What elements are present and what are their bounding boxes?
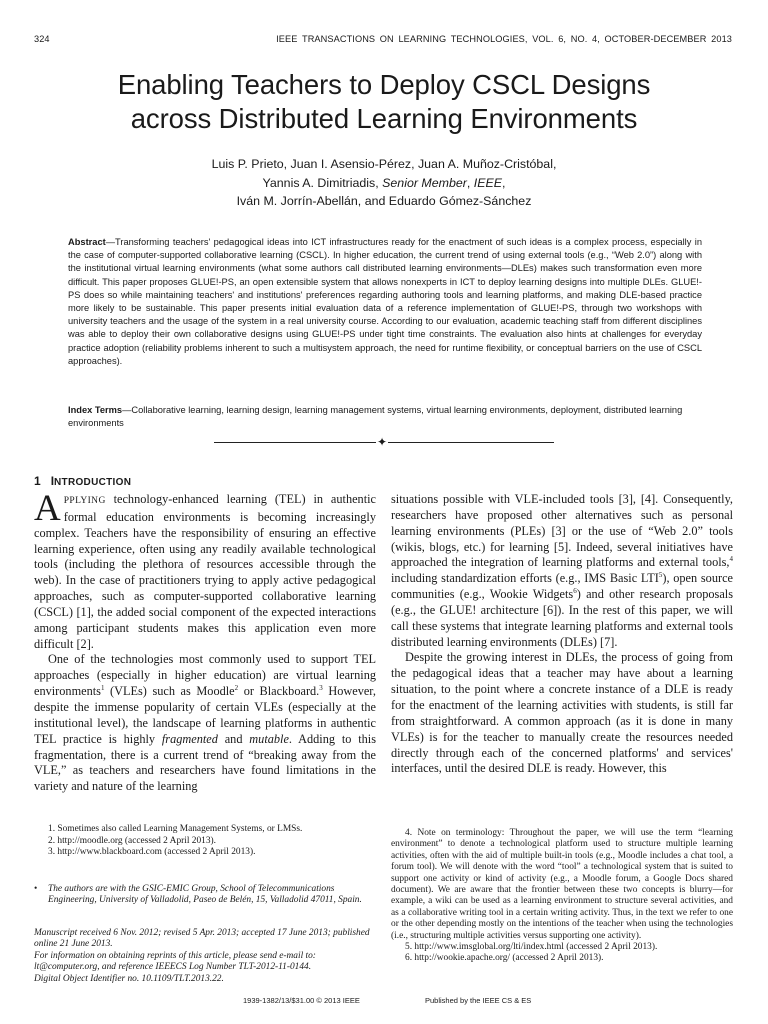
section-title-rest: NTRODUCTION	[54, 477, 132, 488]
footnotes-right	[391, 828, 733, 965]
paragraph	[391, 492, 733, 650]
copyright-footer: 1939-1382/13/$31.00 © 2013 IEEE	[243, 996, 360, 1005]
manuscript-dates: Manuscript received 6 Nov. 2012; revised 5 Apr. 2013; accepted 17 June 2013; published online 21 June 2013.	[34, 928, 370, 950]
manuscript-info	[34, 928, 376, 985]
index-terms-label: Index Terms	[68, 405, 123, 415]
body-column-right	[391, 492, 733, 777]
drop-cap: A	[34, 488, 61, 529]
footnote: 5. http://www.imsglobal.org/lti/index.html (accessed 2 April 2013).	[405, 942, 658, 953]
footnote: 3. http://www.blackboard.com (accessed 2 April 2013).	[48, 847, 256, 858]
affiliation-text: The authors are with the GSIC-EMIC Group, School of Telecommunications Engineering, University of Valladolid, Paseo de Belén, 15, Valladolid 47011, Spain.	[48, 884, 362, 906]
paragraph	[34, 652, 376, 795]
bullet-icon: •	[34, 884, 38, 894]
member-grade: Senior Member	[382, 175, 467, 190]
authors-line-1: Luis P. Prieto, Juan I. Asensio-Pérez, Juan A. Muñoz-Cristóbal,	[211, 157, 557, 171]
doi-line: Digital Object Identifier no. 10.1109/TLT.2013.22.	[34, 973, 224, 984]
paragraph-text: However, despite the immense popularity of certain VLEs (especially at the institutional level), the landscape of learning platforms in authentic TEL practice is highly	[34, 684, 376, 746]
footnote: 4. Note on terminology: Throughout the paper, we will use the term “learning environment” to denote a technological platform used to structure multiple learning activities, often with the aid of multiple built-in tools (e.g., Moodle includes a chat tool, a forum tool). We will denote with the word “tool” a technological system that is suited to support one activity or kind of activity (e.g., a Moodle forum, a Google Docs shared document). We are aware that the frontier between these two concepts is blurry—for example, a wiki can be used as a learning environment to structure several activities, and as a collaborative writing tool in a certain writing activity. Thus, in the text we refer to one or the other depending mostly on the intentions of the teacher when using the technologies (i.e., structuring multiple activities versus supporting one activity).	[391, 828, 733, 941]
abstract-label: Abstract	[68, 237, 106, 247]
index-terms-text: —Collaborative learning, learning design, learning management systems, virtual learning environments, deployment, distributed learning environments	[68, 405, 683, 429]
paragraph-text: situations possible with VLE-included tools [3], [4]. Consequently, researchers have proposed other alternatives such as personal learning environments (PLEs) [3] or the use of “Web 2.0” tools (wikis, blogs, etc.) for learning [5]. Indeed, several initiatives have approached the integration of learning platforms and external tools,	[391, 492, 733, 570]
paragraph-text: . Adding to this fragmentation, there is a current trend of “breaking away from the VLE,” as teachers and researchers have found limitations in the variety and nature of the learning	[34, 731, 376, 794]
section-heading	[34, 474, 131, 488]
footnote-ref: 1	[100, 684, 105, 693]
footnote-ref: 6	[573, 586, 577, 595]
paragraph	[34, 488, 376, 652]
abstract	[68, 236, 702, 368]
section-initial: I	[50, 474, 55, 488]
footnote-ref: 3	[319, 684, 323, 693]
abstract-text: —Transforming teachers' pedagogical ideas into ICT infrastructures ready for the enactment of such ideas is a complex process, especially in the case of computer-supported collaborative learning (CSCL). In higher education, the current trend of using external tools (e.g., “Web 2.0”) along with the institutional virtual learning environments (what some authors call distributed learning environments—DLEs) makes such transformation even more difficult. This paper proposes GLUE!-PS, an open extensible system that allows nonexperts in ICT to deploy learning designs into multiple DLEs. GLUE!-PS does so while maintaining teachers' and institutions' preferences regarding authoring tools and learning platforms, and making DLE-based practice more likely to be sustainable. This paper presents initial evaluation data of a reference implementation of GLUE!-PS, through two workshops with university teachers and the usage of the system in a real university course. According to our evaluation, academic teaching staff from different disciplines was able to deploy their own collaborative designs using GLUE!-PS under tight time constraints. The evaluation also hints at challenges for everyday practice adoption (reliability problems inherent to such a multisystem approach, the need for runtime flexibility, or conceptual barriers on the use of CSCL approaches).	[68, 237, 702, 366]
body-column-left	[34, 488, 376, 795]
author-name: Yannis A. Dimitriadis,	[262, 175, 379, 190]
paragraph-text: One of the technologies most commonly used to support TEL approaches (especially in higher education) are virtual learning environments	[34, 652, 376, 699]
index-terms	[68, 404, 702, 430]
paragraph: Despite the growing interest in DLEs, the process of going from the pedagogical ideas that a teacher may have about a learning situation, to the point where a concrete instance of a DLE is ready for the enactment of the learning activities with students, is still far from straightforward. A common approach (as it is done in many VLEs) is for the teacher to manually create the resources needed directly through each of the concerned platforms' and services' interfaces, until the desired DLE is ready. However, this	[391, 650, 733, 776]
footnotes-left	[34, 824, 376, 859]
title-line-2: across Distributed Learning Environments	[130, 103, 638, 134]
running-header	[34, 34, 732, 48]
divider-ornament-icon: ✦	[376, 435, 388, 449]
paragraph-text: ), open source communities (e.g., Wookie Widgets	[391, 571, 733, 602]
emphasis: mutable	[249, 731, 289, 746]
footnote: 2. http://moodle.org (accessed 2 April 2013).	[48, 835, 217, 846]
title-line-1: Enabling Teachers to Deploy CSCL Designs	[117, 69, 651, 100]
authors-line-2: Yannis A. Dimitriadis, Senior Member, IEEE,	[262, 175, 506, 190]
footnote-ref: 5	[658, 571, 663, 580]
paragraph-text: technology-enhanced learning (TEL) in authentic formal education environments is becoming increasingly complex. Teachers have the responsibility of ensuring an effective learning experience, often using any readily available technological tools (including the plethora of resources accessible through the web). In the case of practitioners trying to apply active pedagogical approaches, such as computer-supported collaborative learning (CSCL) [1], the added social component of the expected interactions among participant students makes this application even more difficult [2].	[34, 492, 376, 651]
footnote: 1. Sometimes also called Learning Management Systems, or LMSs.	[48, 824, 303, 834]
member-org: IEEE	[473, 175, 502, 190]
emphasis: fragmented	[161, 731, 218, 746]
footnote: 6. http://wookie.apache.org/ (accessed 2 April 2013).	[405, 953, 604, 964]
footnote-ref: 2	[234, 684, 239, 693]
author-list	[60, 155, 708, 211]
paragraph-text: ) and other research proposals (e.g., the GLUE! architecture [6]). In the rest of this paper, we will call these systems that integrate learning platforms and external tools distributed learning environments (DLEs) [7].	[391, 587, 733, 649]
paragraph-text: including standardization efforts (e.g., IMS Basic LTI	[391, 571, 659, 586]
journal-header: IEEE TRANSACTIONS ON LEARNING TECHNOLOGIES, VOL. 6, NO. 4, OCTOBER-DECEMBER 2013	[276, 34, 732, 44]
paper-title	[40, 68, 728, 136]
paragraph-text: (VLEs) such as Moodle	[104, 684, 235, 699]
authors-line-3: Iván M. Jorrín-Abellán, and Eduardo Gómez-Sánchez	[236, 194, 532, 208]
paragraph-text: and	[217, 731, 250, 746]
section-number: 1	[34, 474, 41, 488]
small-caps-word: PPLYING	[63, 496, 106, 506]
author-affiliation-note	[34, 884, 376, 907]
paragraph-text: or Blackboard.	[238, 684, 320, 699]
reprint-info: For information on obtaining reprints of this article, please send e-mail to: lt@computer.org, and reference IEEECS Log Number TLT-2012-11-0144.	[34, 950, 316, 973]
page-number: 324	[34, 34, 50, 44]
footnote-ref: 4	[729, 555, 733, 564]
publisher-footer: Published by the IEEE CS & ES	[425, 996, 532, 1005]
